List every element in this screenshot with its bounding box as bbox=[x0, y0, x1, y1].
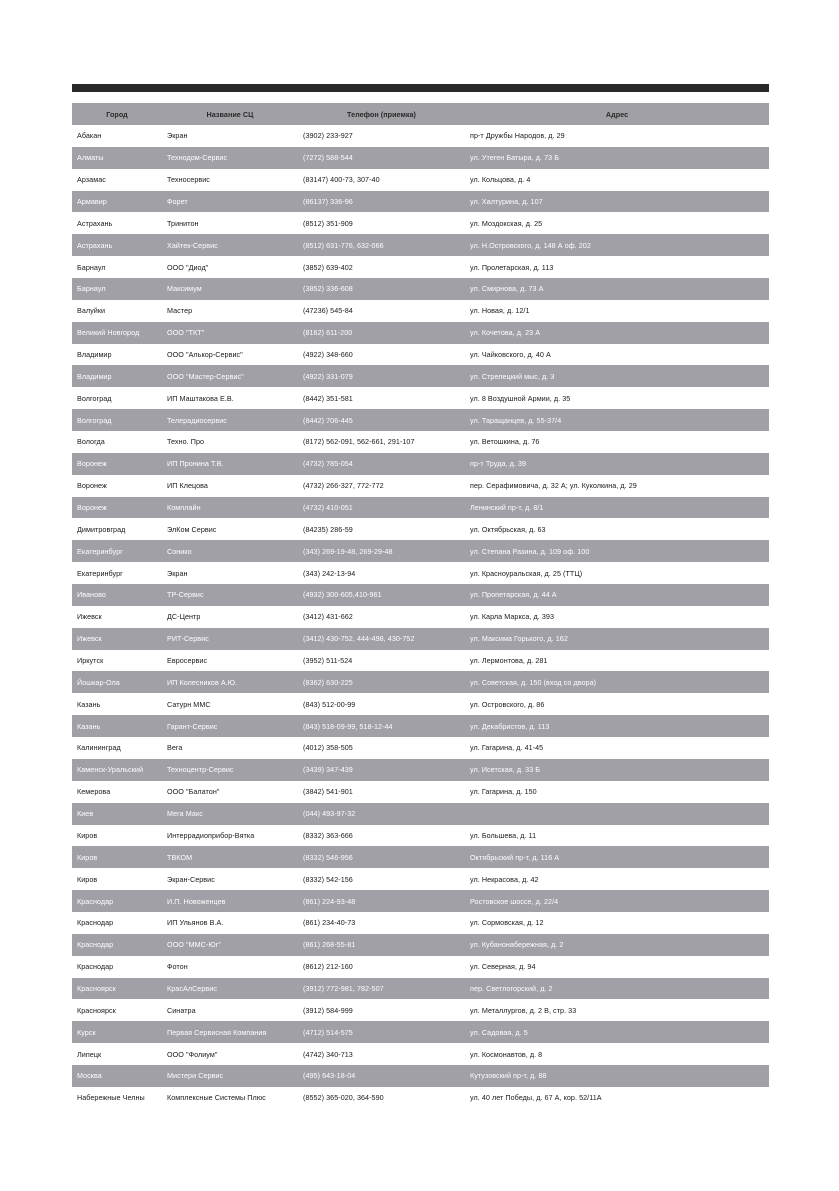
cell-name: Мастер bbox=[167, 306, 193, 316]
cell-phone: (3842) 541-901 bbox=[303, 787, 353, 797]
cell-address: Ростовское шоссе, д. 22/4 bbox=[470, 896, 559, 906]
table-row bbox=[72, 278, 769, 300]
table-row bbox=[72, 868, 769, 890]
cell-name: ООО "Диод" bbox=[167, 262, 209, 272]
cell-phone: (044) 493-97-32 bbox=[303, 809, 356, 819]
cell-city: Армавир bbox=[77, 197, 107, 206]
cell-city: Иркутск bbox=[77, 656, 104, 666]
cell-phone: (3902) 233-927 bbox=[303, 131, 353, 141]
cell-city: Казань bbox=[77, 699, 101, 709]
cell-phone: (8362) 630-225 bbox=[303, 677, 353, 687]
cell-name: Техно. Про bbox=[167, 437, 205, 447]
cell-name: Первая Сервисная Компания bbox=[167, 1027, 267, 1037]
cell-phone: (4922) 331-079 bbox=[303, 371, 353, 381]
cell-city: Екатеринбург bbox=[77, 568, 123, 578]
cell-city: Ижевск bbox=[77, 612, 102, 622]
cell-phone: (843) 518-09-99, 518-12-44 bbox=[303, 721, 393, 731]
table-row bbox=[72, 344, 769, 366]
header-name: Название СЦ bbox=[206, 109, 254, 119]
table-row bbox=[72, 518, 769, 540]
table-row bbox=[72, 387, 769, 409]
cell-name: ДС-Центр bbox=[167, 612, 201, 622]
cell-city: Кемерова bbox=[77, 787, 111, 797]
table-header-row bbox=[72, 103, 769, 125]
cell-city: Калининград bbox=[77, 743, 121, 753]
cell-city: Валуйки bbox=[77, 306, 106, 316]
table-row bbox=[72, 453, 769, 475]
cell-phone: (7272) 588-544 bbox=[303, 153, 353, 163]
cell-phone: (8332) 363-666 bbox=[303, 830, 353, 840]
table-row bbox=[72, 584, 769, 606]
cell-address: Кутузовский пр-т, д. 88 bbox=[470, 1071, 547, 1081]
cell-city: Киров bbox=[77, 830, 98, 840]
table-body bbox=[72, 125, 769, 1109]
service-centers-table bbox=[72, 103, 769, 1109]
header-address: Адрес bbox=[605, 109, 629, 119]
cell-address: ул. Новая, д. 12/1 bbox=[470, 306, 530, 316]
cell-phone: (8552) 365-020, 364-590 bbox=[303, 1093, 384, 1103]
cell-city: Алматы bbox=[77, 153, 104, 163]
cell-address: ул. Пропетарская, д. 44 А bbox=[470, 590, 557, 600]
cell-phone: (4012) 358-505 bbox=[303, 743, 353, 753]
table-row bbox=[72, 693, 769, 715]
cell-city: Волгоград bbox=[77, 393, 112, 403]
cell-city: Краснодар bbox=[77, 940, 114, 950]
cell-city: Владимир bbox=[77, 371, 112, 381]
cell-phone: (4732) 785-054 bbox=[303, 459, 353, 469]
cell-phone: (343) 242-13-94 bbox=[303, 568, 356, 578]
cell-phone: (8332) 546-956 bbox=[303, 852, 353, 862]
table-row bbox=[72, 540, 769, 562]
cell-address: ул. Максима Горького, д. 162 bbox=[470, 634, 568, 644]
cell-phone: (47236) 545-84 bbox=[303, 306, 353, 316]
cell-name: Экран-Сервис bbox=[167, 874, 215, 884]
table-row bbox=[72, 475, 769, 497]
cell-city: Арзамас bbox=[77, 175, 106, 185]
cell-city: Великий Новгород bbox=[77, 328, 140, 338]
cell-address: ул. Лермонтова, д. 281 bbox=[470, 656, 548, 666]
cell-phone: (3912) 772-981, 782-507 bbox=[303, 983, 384, 993]
table-row bbox=[72, 978, 769, 1000]
cell-city: Красноярск bbox=[77, 1005, 116, 1015]
table-row bbox=[72, 1087, 769, 1109]
cell-address: ул. Гагарина, д. 150 bbox=[470, 787, 537, 797]
cell-phone: (861) 234-40-73 bbox=[303, 918, 356, 928]
table-row bbox=[72, 650, 769, 672]
cell-address: ул. Н.Островского, д. 148 А оф. 202 bbox=[470, 240, 591, 250]
cell-city: Красноярск bbox=[77, 983, 116, 993]
cell-city: Краснодар bbox=[77, 896, 114, 906]
cell-address: Ленинский пр-т, д. 8/1 bbox=[470, 503, 544, 513]
cell-city: Краснодар bbox=[77, 918, 114, 928]
cell-name: КрасАлСервис bbox=[167, 983, 217, 993]
cell-address: пер. Светлогорский, д. 2 bbox=[470, 983, 553, 993]
cell-phone: (3852) 639-402 bbox=[303, 262, 353, 272]
table-row bbox=[72, 212, 769, 234]
cell-phone: (8332) 542-156 bbox=[303, 874, 353, 884]
cell-name: ИП Пронина Т.В. bbox=[167, 459, 224, 469]
table-row bbox=[72, 191, 769, 213]
cell-address: ул. Карла Маркса, д. 393 bbox=[470, 612, 554, 622]
table-row bbox=[72, 628, 769, 650]
table-row bbox=[72, 737, 769, 759]
cell-address: ул. Ветошкина, д. 76 bbox=[470, 437, 540, 447]
cell-phone: (4732) 410-051 bbox=[303, 503, 353, 513]
cell-phone: (861) 268-55-81 bbox=[303, 940, 356, 950]
cell-name: ИП Ульянов В.А. bbox=[167, 918, 224, 928]
cell-phone: (8512) 351-909 bbox=[303, 218, 353, 228]
cell-name: ООО "ТКТ" bbox=[167, 328, 205, 338]
cell-name: Мега Макс bbox=[167, 809, 203, 819]
cell-address: ул. Таращанцев, д. 55-37/4 bbox=[470, 415, 562, 425]
cell-city: Набережные Челны bbox=[77, 1093, 145, 1103]
cell-phone: (3952) 511-524 bbox=[303, 656, 353, 666]
header-city: Город bbox=[106, 109, 128, 119]
cell-address: ул. Садовая, д. 5 bbox=[470, 1027, 528, 1037]
cell-city: Киров bbox=[77, 874, 98, 884]
table-row bbox=[72, 1043, 769, 1065]
table-row bbox=[72, 890, 769, 912]
cell-phone: (8162) 611-200 bbox=[303, 328, 353, 338]
cell-address: ул. Чайковского, д. 40 А bbox=[470, 350, 551, 360]
cell-name: Комплексные Системы Плюс bbox=[167, 1093, 266, 1103]
cell-address: ул. Островского, д. 86 bbox=[470, 699, 545, 709]
cell-name: ООО "ММС-Юг" bbox=[167, 940, 221, 950]
cell-name: Интеррадиоприбор-Вятка bbox=[167, 830, 255, 840]
table-row bbox=[72, 759, 769, 781]
cell-phone: (843) 512-00-99 bbox=[303, 699, 356, 709]
table-row bbox=[72, 606, 769, 628]
cell-phone: (4712) 514-575 bbox=[303, 1027, 353, 1037]
cell-address: ул. Декабристов, д. 113 bbox=[470, 721, 550, 731]
cell-phone: (4932) 300-605,410-961 bbox=[303, 590, 382, 600]
cell-address: ул. Большева, д. 11 bbox=[470, 830, 537, 840]
cell-phone: (3412) 431-662 bbox=[303, 612, 353, 622]
cell-address: ул. Красноуральская, д. 25 (ТТЦ) bbox=[470, 568, 583, 578]
cell-name: Максимум bbox=[167, 284, 202, 294]
cell-city: Волгоград bbox=[77, 415, 112, 425]
cell-phone: (4922) 348-660 bbox=[303, 350, 353, 360]
cell-address: ул. Кубанонабережная, д. 2 bbox=[470, 940, 564, 950]
cell-address: пр-т Дружбы Народов, д. 29 bbox=[470, 131, 565, 141]
table-row bbox=[72, 999, 769, 1021]
cell-city: Киев bbox=[77, 809, 94, 819]
cell-name: Сатурн ММС bbox=[167, 699, 211, 709]
cell-address: ул. Халтурина, д. 107 bbox=[470, 197, 543, 206]
cell-address: ул. Гагарина, д. 41-45 bbox=[470, 743, 544, 753]
table-row bbox=[72, 365, 769, 387]
table-row bbox=[72, 256, 769, 278]
cell-city: Екатеринбург bbox=[77, 546, 123, 556]
cell-name: ООО "Мастер-Сервис" bbox=[167, 371, 244, 381]
cell-phone: (343) 269-19-48, 269-29-48 bbox=[303, 546, 393, 556]
table-row bbox=[72, 234, 769, 256]
cell-name: Фотон bbox=[167, 962, 188, 972]
table-row bbox=[72, 715, 769, 737]
cell-phone: (86137) 336-96 bbox=[303, 197, 353, 206]
cell-city: Барнаул bbox=[77, 262, 106, 272]
cell-phone: (3912) 584-999 bbox=[303, 1005, 353, 1015]
cell-city: Йошкар-Ола bbox=[77, 677, 120, 687]
cell-city: Астрахань bbox=[77, 240, 113, 250]
table-row bbox=[72, 934, 769, 956]
table-row bbox=[72, 497, 769, 519]
cell-name: ЭлКом Сервис bbox=[167, 524, 217, 534]
cell-address: ул. Советская, д. 150 (вход со двора) bbox=[470, 677, 597, 687]
cell-city: Воронеж bbox=[77, 459, 107, 469]
cell-name: ИП Клецова bbox=[167, 481, 208, 491]
table-row bbox=[72, 1021, 769, 1043]
cell-name: Синатра bbox=[167, 1005, 196, 1015]
cell-name: Вега bbox=[167, 743, 183, 753]
cell-name: Техносервис bbox=[167, 175, 210, 185]
cell-name: Гарант-Сервис bbox=[167, 721, 218, 731]
cell-phone: (3439) 347-439 bbox=[303, 765, 353, 775]
table-row bbox=[72, 956, 769, 978]
cell-name: Мистери Сервис bbox=[167, 1071, 224, 1081]
cell-name: ТВКОМ bbox=[167, 852, 193, 862]
cell-address: ул. Смирнова, д. 73 А bbox=[470, 284, 544, 294]
table-row bbox=[72, 1065, 769, 1087]
cell-city: Каменск-Уральский bbox=[77, 765, 144, 775]
cell-name: РИТ-Сервис bbox=[167, 634, 209, 644]
cell-phone: (3852) 336-608 bbox=[303, 284, 353, 294]
table-row bbox=[72, 825, 769, 847]
cell-address: ул. 40 лет Победы, д. 67 А, кор. 52/11А bbox=[470, 1093, 602, 1103]
cell-city: Астрахань bbox=[77, 218, 113, 228]
cell-name: ООО "Фолиум" bbox=[167, 1049, 218, 1059]
cell-city: Курск bbox=[77, 1027, 96, 1037]
table-row bbox=[72, 147, 769, 169]
cell-city: Воронеж bbox=[77, 481, 107, 491]
table-row bbox=[72, 781, 769, 803]
cell-phone: (3412) 430-752, 444-498, 430-752 bbox=[303, 634, 415, 644]
cell-phone: (8612) 212-160 bbox=[303, 962, 353, 972]
cell-city: Липецк bbox=[77, 1049, 102, 1059]
cell-address: ул. Утеген Батыра, д. 73 Б bbox=[470, 153, 560, 163]
cell-address: ул. 8 Воздушной Армии, д. 35 bbox=[470, 393, 571, 403]
cell-phone: (8512) 631-776, 632-066 bbox=[303, 240, 384, 250]
cell-name: Форет bbox=[167, 197, 188, 206]
cell-city: Вологда bbox=[77, 437, 105, 447]
cell-city: Ижевск bbox=[77, 634, 102, 644]
cell-city: Иваново bbox=[77, 590, 106, 600]
cell-phone: (84235) 286-59 bbox=[303, 524, 353, 534]
cell-address: ул. Исетская, д. 33 Б bbox=[470, 765, 541, 775]
cell-address: ул. Северная, д. 94 bbox=[470, 962, 536, 972]
cell-name: Техноцентр-Сервис bbox=[167, 765, 234, 775]
cell-name: Технодом-Сервис bbox=[167, 153, 228, 163]
cell-city: Киров bbox=[77, 852, 98, 862]
cell-address: ул. Кольцова, д. 4 bbox=[470, 175, 531, 185]
cell-address: пер. Серафимовича, д. 32 А; ул. Куколкина, д. 29 bbox=[470, 481, 637, 491]
cell-address: ул. Моздокская, д. 25 bbox=[470, 218, 543, 228]
cell-address: пр-т Труда, д. 39 bbox=[470, 459, 527, 469]
cell-address: ул. Космонавтов, д. 8 bbox=[470, 1049, 543, 1059]
cell-city: Казань bbox=[77, 721, 101, 731]
cell-name: Экран bbox=[167, 568, 188, 578]
cell-name: Евросервис bbox=[167, 656, 208, 666]
cell-city: Димитровград bbox=[77, 524, 126, 534]
table-row bbox=[72, 562, 769, 584]
cell-name: Телерадиосервис bbox=[167, 415, 227, 425]
cell-phone: (8172) 562-091, 562-661, 291-107 bbox=[303, 437, 415, 447]
table-row bbox=[72, 169, 769, 191]
cell-phone: (4732) 266-327, 772-772 bbox=[303, 481, 384, 491]
cell-name: ИП Колесников А.Ю. bbox=[167, 677, 238, 687]
cell-address: ул. Некрасова, д. 42 bbox=[470, 874, 539, 884]
table-row bbox=[72, 846, 769, 868]
cell-address: ул. Степана Разина, д. 109 оф. 100 bbox=[470, 546, 590, 556]
table-row bbox=[72, 671, 769, 693]
cell-name: ИП Маштакова Е.В. bbox=[167, 393, 234, 403]
cell-name: Тринитон bbox=[167, 218, 199, 228]
table-row bbox=[72, 431, 769, 453]
cell-name: Хайтек-Сервис bbox=[167, 240, 218, 250]
table-row bbox=[72, 300, 769, 322]
table-row bbox=[72, 803, 769, 825]
cell-phone: (83147) 400-73, 307-40 bbox=[303, 175, 380, 185]
cell-address: ул. Стрелецкий мыс, д. 3 bbox=[470, 371, 555, 381]
table-row bbox=[72, 912, 769, 934]
cell-name: ООО "Алькор-Сервис" bbox=[167, 350, 243, 360]
table-row bbox=[72, 322, 769, 344]
cell-city: Барнаул bbox=[77, 284, 106, 294]
cell-phone: (861) 224-93-48 bbox=[303, 896, 356, 906]
cell-phone: (495) 643-18-04 bbox=[303, 1071, 356, 1081]
cell-address: ул. Кочетова, д. 23 А bbox=[470, 328, 541, 338]
cell-address: ул. Пролетарская, д. 113 bbox=[470, 262, 554, 272]
header-phone: Телефон (приемка) bbox=[346, 109, 417, 119]
cell-city: Абакан bbox=[77, 131, 102, 141]
cell-city: Москва bbox=[77, 1071, 102, 1081]
cell-address: ул. Сормовская, д. 12 bbox=[470, 918, 544, 928]
cell-address: ул. Октябрьская, д. 63 bbox=[470, 524, 546, 534]
cell-city: Краснодар bbox=[77, 962, 114, 972]
cell-name: И.П. Новоженцев bbox=[167, 896, 226, 906]
table-row bbox=[72, 409, 769, 431]
cell-address: Октябрьский пр-т, д. 116 А bbox=[470, 852, 560, 862]
cell-name: Сонико bbox=[167, 546, 192, 556]
cell-name: ООО "Балатон" bbox=[167, 787, 220, 797]
cell-address: ул. Металлургов, д. 2 В, стр. 33 bbox=[470, 1005, 577, 1015]
cell-name: Комплайн bbox=[167, 503, 201, 513]
cell-name: Экран bbox=[167, 131, 188, 141]
cell-phone: (4742) 340-713 bbox=[303, 1049, 353, 1059]
cell-phone: (8442) 706-445 bbox=[303, 415, 353, 425]
cell-city: Владимир bbox=[77, 350, 112, 360]
table-row bbox=[72, 125, 769, 147]
top-divider-bar bbox=[72, 84, 769, 92]
cell-city: Воронеж bbox=[77, 503, 107, 513]
cell-phone: (8442) 351-581 bbox=[303, 393, 353, 403]
cell-name: ТР-Сервис bbox=[167, 590, 204, 600]
